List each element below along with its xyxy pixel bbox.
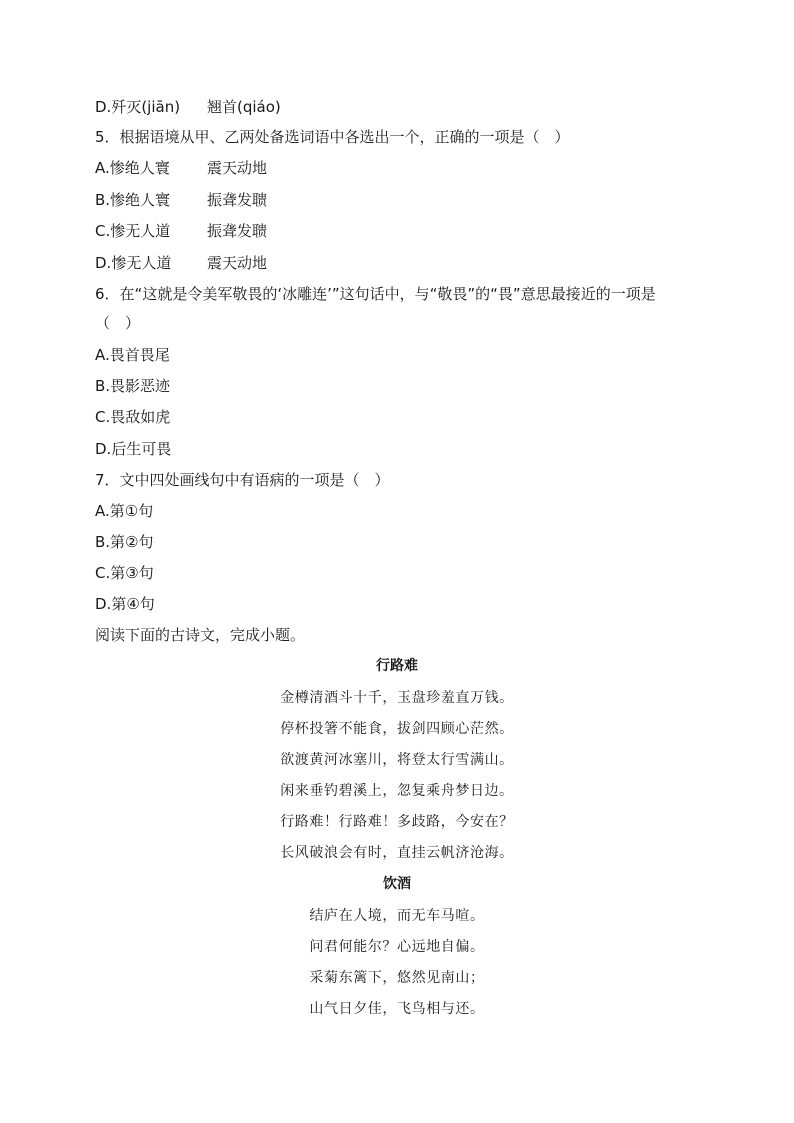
q5-option-c-word2: 振聋发聩	[207, 222, 268, 240]
q5-option-b-word1: B.惨绝人寰	[95, 191, 171, 209]
q6-option-a: A.畏首畏尾	[95, 346, 170, 364]
poem1-line-4: 闲来垂钓碧溪上，忽复乘舟梦日边。	[280, 783, 514, 799]
q5-option-c	[95, 221, 267, 241]
q5-option-b-word2: 振聋发聩	[207, 191, 268, 209]
q6-option-b: B.畏影恶迹	[95, 377, 171, 395]
q5-option-a-word1: A.惨绝人寰	[95, 159, 170, 177]
poem2-title: 饮酒	[383, 876, 411, 892]
poem2-line-1: 结庐在人境，而无车马喧。	[309, 908, 485, 924]
q5-option-d-word2: 震天动地	[207, 254, 268, 272]
poem1-title: 行路难	[376, 658, 418, 674]
q7-stem: 7．文中四处画线句中有语病的一项是（ ）	[95, 471, 390, 489]
q6-stem-bracket: （ ）	[95, 314, 141, 332]
q7-option-d: D.第④句	[95, 595, 155, 613]
q6-option-d: D.后生可畏	[95, 440, 172, 458]
poem1-line-2: 停杯投箸不能食，拔剑四顾心茫然。	[280, 721, 514, 737]
q5-option-a	[95, 158, 267, 178]
q5-option-d	[95, 253, 267, 273]
q6-stem: 6．在“这就是令美军敬畏的‘冰雕连’”这句话中，与“敬畏”的“畏”意思最接近的一项是	[95, 285, 656, 303]
q4-option-d-word1: D.歼灭(jiān)	[95, 98, 181, 116]
poem1-line-6: 长风破浪会有时，直挂云帆济沧海。	[280, 845, 514, 861]
q4-option-d	[95, 97, 281, 117]
q6-option-c: C.畏敌如虎	[95, 408, 171, 426]
q7-option-c: C.第③句	[95, 564, 154, 582]
q4-option-d-word2: 翘首(qiáo)	[207, 98, 281, 116]
q5-option-d-word1: D.惨无人道	[95, 254, 172, 272]
reading-intro: 阅读下面的古诗文，完成小题。	[95, 626, 306, 644]
poem1-line-1: 金樽清酒斗十千，玉盘珍羞直万钱。	[280, 690, 514, 706]
q7-option-b: B.第②句	[95, 533, 154, 551]
q5-option-b	[95, 190, 267, 210]
q5-stem: 5．根据语境从甲、乙两处备选词语中各选出一个，正确的一项是（ ）	[95, 128, 570, 146]
poem1-line-5: 行路难！行路难！多歧路，今安在？	[280, 814, 514, 830]
poem2-line-2: 问君何能尔？心远地自偏。	[309, 939, 485, 955]
q5-option-a-word2: 震天动地	[207, 159, 268, 177]
poem2-line-4: 山气日夕佳，飞鸟相与还。	[309, 1001, 485, 1017]
poem1-line-3: 欲渡黄河冰塞川，将登太行雪满山。	[280, 752, 514, 768]
poem2-line-3: 采菊东篱下，悠然见南山；	[309, 970, 485, 986]
q7-option-a: A.第①句	[95, 502, 154, 520]
q5-option-c-word1: C.惨无人道	[95, 222, 171, 240]
